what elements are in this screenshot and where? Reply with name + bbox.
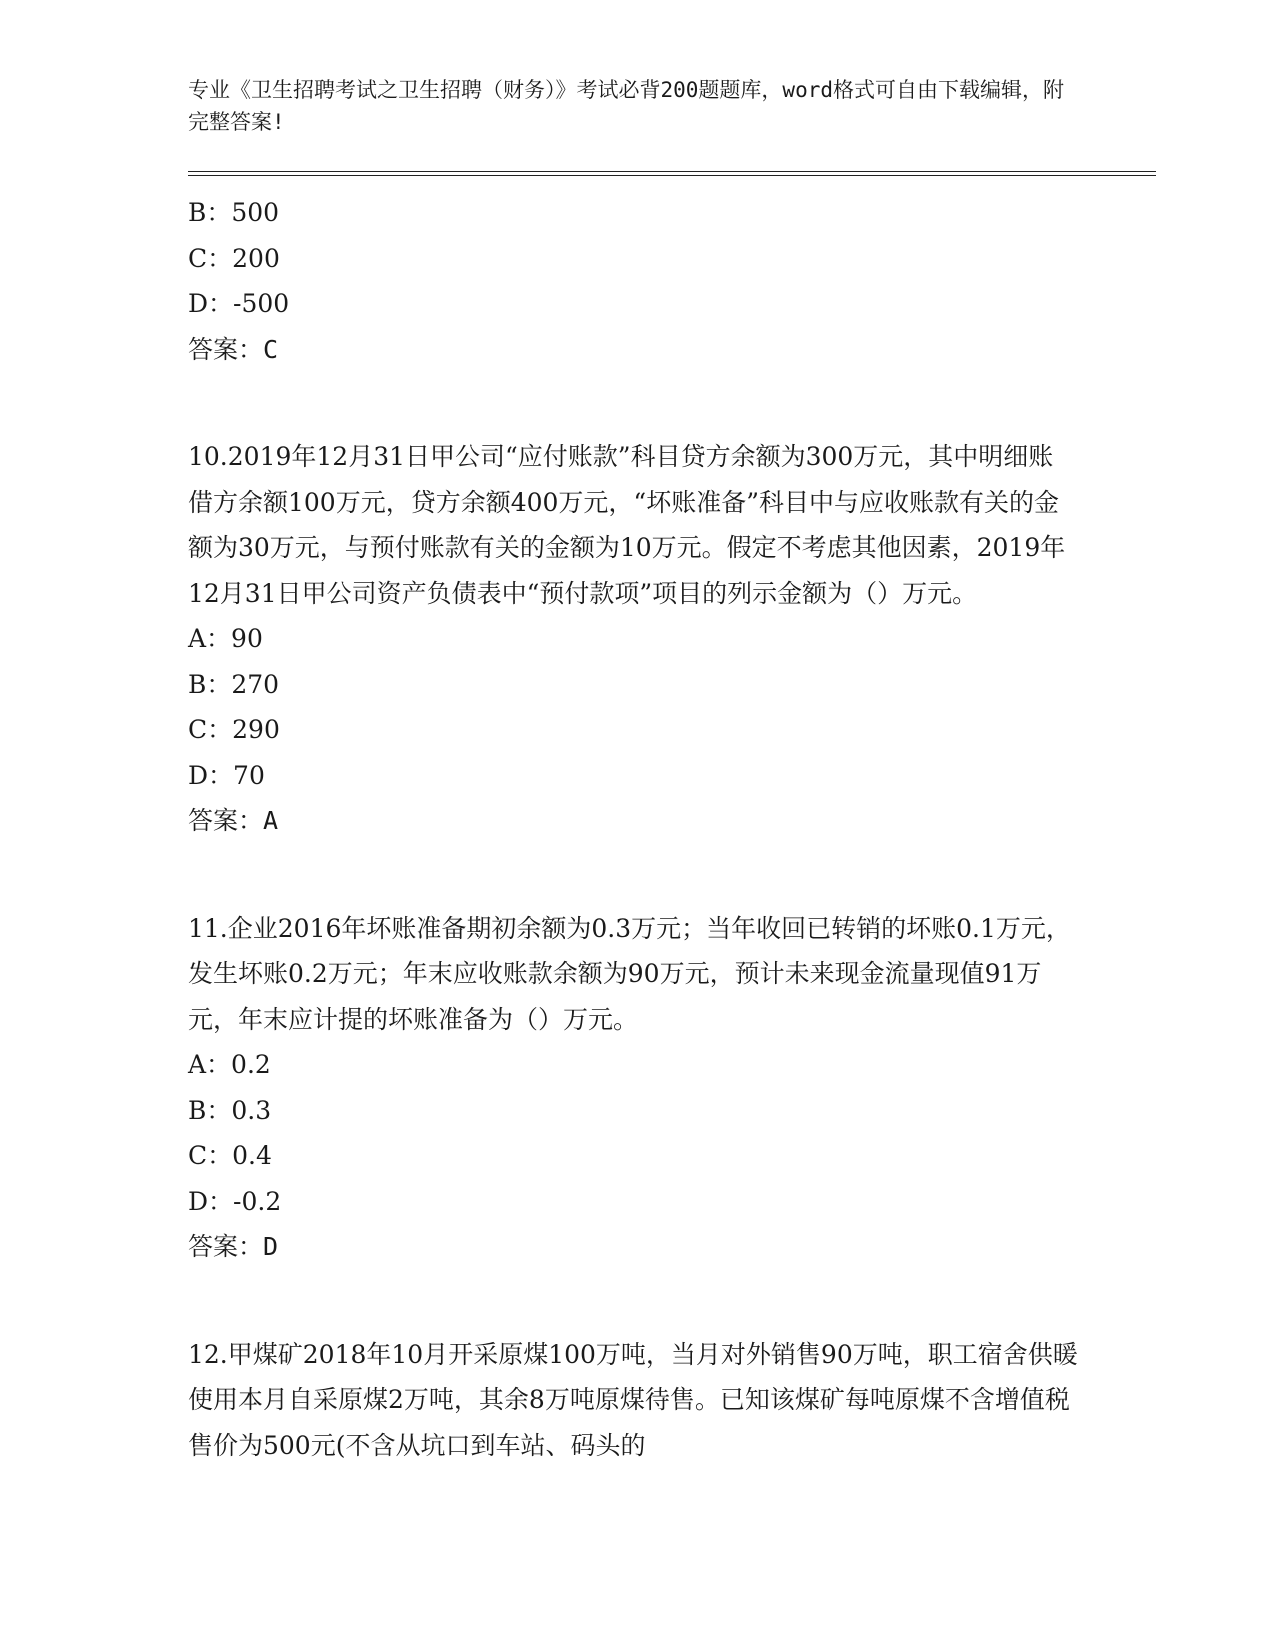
answer-line (188, 1224, 1078, 1270)
option-b: B：270 (188, 669, 280, 699)
header-rule-bottom (188, 175, 1156, 176)
answer-line (188, 327, 1078, 373)
question-text: 12.甲煤矿2018年10月开采原煤100万吨，当月对外销售90万吨，职工宿舍供暖使用本月自采原煤2万吨，其余8万吨原煤待售。已知该煤矿每吨原煤不含增值税售价为500元(不含从坑口到车站、码头的 (188, 1339, 1078, 1460)
option-b: B：0.3 (188, 1095, 272, 1125)
question-text: 11.企业2016年坏账准备期初余额为0.3万元；当年收回已转销的坏账0.1万元，发生坏账0.2万元；年末应收账款余额为90万元，预计未来现金流量现值91万元，年末应计提的坏账准备为（）万元。 (188, 913, 1071, 1034)
option-c: C：200 (188, 243, 280, 273)
prev-question-tail (188, 190, 1078, 372)
question-12 (188, 1332, 1078, 1469)
answer-line (188, 798, 1078, 844)
question-text: 10.2019年12月31日甲公司“应付账款”科目贷方余额为300万元，其中明细账借方余额100万元，贷方余额400万元，“坏账准备”科目中与应收账款有关的金额为30万元，与预付账款有关的金额为10万元。假定不考虑其他因素，2019年12月31日甲公司资产负债表中“预付款项”项目的列示金额为（）万元。 (188, 442, 1066, 608)
question-11 (188, 906, 1078, 1270)
document-header-title: 专业《卫生招聘考试之卫生招聘（财务）》考试必背200题题库，word格式可自由下载编辑，附完整答案! (188, 78, 1064, 134)
answer-value: A (263, 806, 279, 835)
option-b: B：500 (188, 198, 280, 227)
question-10 (188, 434, 1078, 844)
option-d: D：-0.2 (188, 1186, 282, 1216)
option-c: C：0.4 (188, 1141, 272, 1170)
option-c: C：290 (188, 715, 280, 744)
option-a: A：0.2 (188, 1050, 271, 1079)
answer-label: 答案： (188, 1232, 264, 1261)
option-d: D：-500 (188, 289, 290, 318)
answer-label: 答案： (188, 334, 264, 364)
document-body (188, 190, 1078, 1468)
header-rule-top (188, 171, 1156, 172)
answer-label: 答案： (188, 806, 264, 835)
answer-value: D (263, 1232, 279, 1261)
option-d: D：70 (188, 760, 265, 790)
option-a: A：90 (188, 624, 263, 653)
answer-value: C (263, 334, 279, 364)
